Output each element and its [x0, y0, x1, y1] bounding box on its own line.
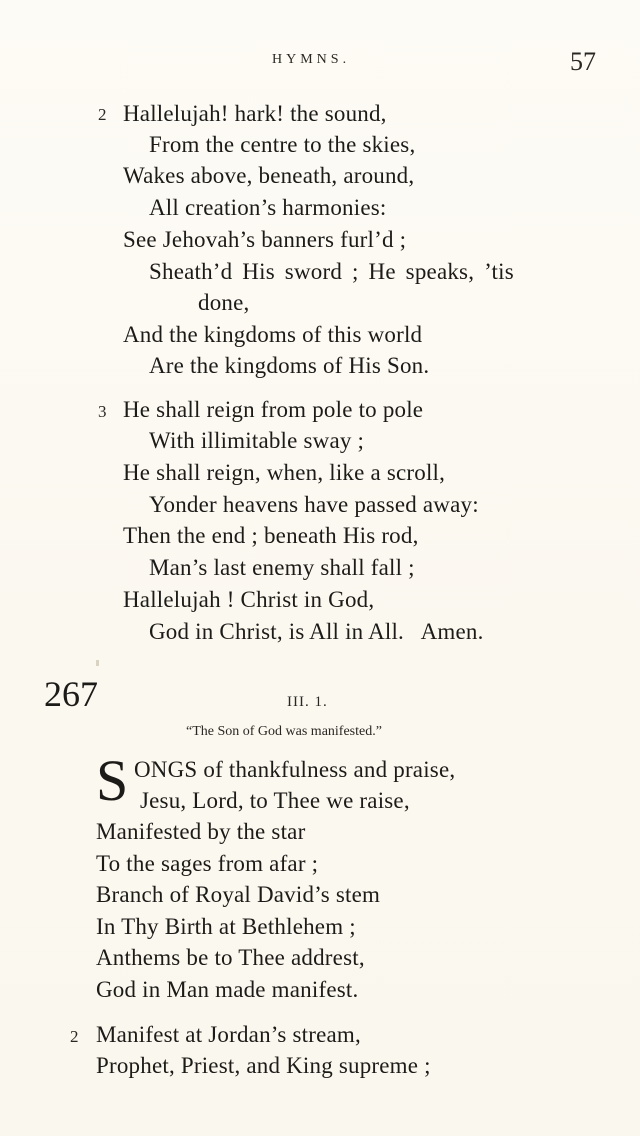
verse-line: Hallelujah! hark! the sound, — [123, 101, 387, 126]
verse-line: Sheath’d His sword ; He speaks, ’tis — [149, 259, 514, 284]
verse-line: Wakes above, beneath, around, — [123, 163, 415, 188]
verse-line: With illimitable sway ; — [149, 428, 365, 453]
hymn-number: 267 — [44, 674, 98, 714]
verse-line: Hallelujah ! Christ in God, — [123, 587, 375, 612]
running-title: HYMNS. — [272, 52, 351, 67]
verse-line: To the sages from afar ; — [96, 851, 319, 876]
verse-line: ONGS of thankfulness and praise, — [134, 757, 456, 782]
verse-number: 2 — [70, 1027, 79, 1046]
running-head — [0, 47, 640, 78]
verse-line: And the kingdoms of this world — [123, 322, 423, 347]
verse-number: 3 — [98, 402, 107, 421]
verse-line: Manifested by the star — [96, 819, 306, 844]
verse-line: Then the end ; beneath His rod, — [123, 523, 419, 548]
verse-line: God in Man made manifest. — [96, 977, 359, 1002]
verse-line: Prophet, Priest, and King supreme ; — [96, 1053, 431, 1078]
verse-line: All creation’s harmonies: — [149, 195, 387, 220]
verse-line: Branch of Royal David’s stem — [96, 882, 381, 907]
verse-line: Yonder heavens have passed away: — [149, 492, 479, 517]
verse-line: done, — [198, 290, 250, 315]
verse-line: Jesu, Lord, to Thee we raise, — [140, 788, 410, 813]
verse-line: Manifest at Jordan’s stream, — [96, 1022, 361, 1047]
drop-cap: S — [96, 748, 129, 813]
verse-line: Man’s last enemy shall fall ; — [149, 555, 415, 580]
verse-line: In Thy Birth at Bethlehem ; — [96, 914, 356, 939]
verse-line: Anthems be to Thee addrest, — [96, 945, 365, 970]
verse-line: See Jehovah’s banners furl’d ; — [123, 227, 407, 252]
verse-number: 2 — [98, 105, 107, 124]
verse-line: He shall reign from pole to pole — [123, 397, 424, 422]
hymn-epigraph: “The Son of God was manifested.” — [186, 724, 382, 739]
verse-line: Are the kingdoms of His Son. — [149, 353, 430, 378]
hymn-meter: III. 1. — [287, 694, 328, 710]
verse-line: He shall reign, when, like a scroll, — [123, 460, 446, 485]
verse-line: From the centre to the skies, — [149, 132, 416, 157]
page-mark — [96, 660, 99, 666]
verse-line: God in Christ, is All in All. Amen. — [149, 619, 484, 644]
page-number: 57 — [570, 47, 596, 76]
